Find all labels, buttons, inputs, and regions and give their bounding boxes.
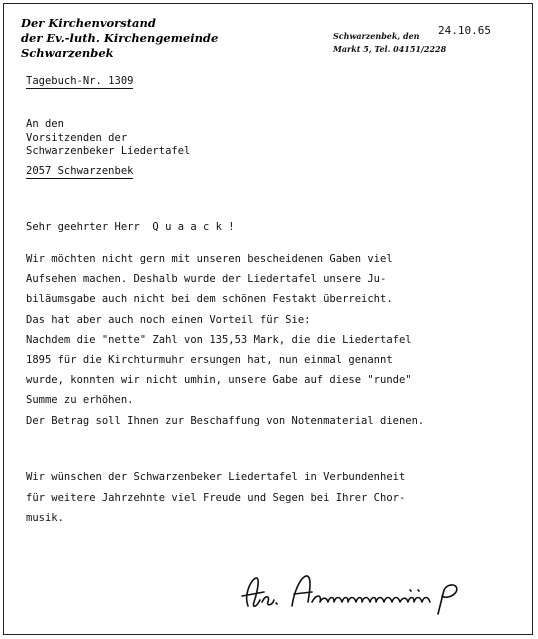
handwritten-signature <box>234 570 484 624</box>
recipient-line-1: An den <box>26 118 64 130</box>
letter-closing <box>26 467 405 529</box>
recipient-city: 2057 Schwarzenbek <box>26 165 134 177</box>
body-line: Das hat aber auch noch einen Vorteil für Sie: <box>26 313 311 326</box>
sender-address <box>333 30 446 56</box>
body-line: 1895 für die Kirchturmuhr ersungen hat, nun einmal genannt <box>26 354 393 367</box>
body-line: wurde, konnten wir nicht umhin, unsere Gabe auf diese "runde" <box>26 374 412 387</box>
recipient-line-2: Vorsitzenden der <box>26 132 128 144</box>
body-line: Aufsehen machen. Deshalb wurde der Liedertafel unsere Ju- <box>26 273 387 286</box>
body-line: Wir möchten nicht gern mit unseren bescheidenen Gaben viel <box>26 253 393 265</box>
letter-date: 24.10.65 <box>438 24 491 37</box>
address-line: Markt 5, Tel. 04151/2228 <box>333 44 447 54</box>
recipient-line-3: Schwarzenbeker Liedertafel <box>26 145 191 157</box>
letterhead-line-1: Der Kirchenvorstand <box>21 16 156 30</box>
body-line: Der Betrag soll Ihnen zur Beschaffung von Notenmaterial dienen. <box>26 414 425 427</box>
closing-line: musik. <box>26 512 64 524</box>
body-line: Summe zu erhöhen. <box>26 394 134 407</box>
reference-number: Tagebuch-Nr. 1309 <box>26 75 134 87</box>
salutation: Sehr geehrter Herr Q u a a c k ! <box>26 221 235 233</box>
letterhead <box>21 16 218 61</box>
place-label: Schwarzenbek, den <box>333 31 420 41</box>
closing-line: für weitere Jahrzehnte viel Freude und Segen bei Ihrer Chor- <box>26 491 406 504</box>
closing-line: Wir wünschen der Schwarzenbeker Liedertafel in Verbundenheit <box>26 471 406 483</box>
letter-body <box>26 249 516 431</box>
body-line: Nachdem die "nette" Zahl von 135,53 Mark, die die Liedertafel <box>26 333 412 346</box>
body-line: biläumsgabe auch nicht bei dem schönen Festakt überreicht. <box>26 293 393 306</box>
letterhead-line-3: Schwarzenbek <box>21 46 114 60</box>
letterhead-line-2: der Ev.-luth. Kirchengemeinde <box>21 31 219 45</box>
